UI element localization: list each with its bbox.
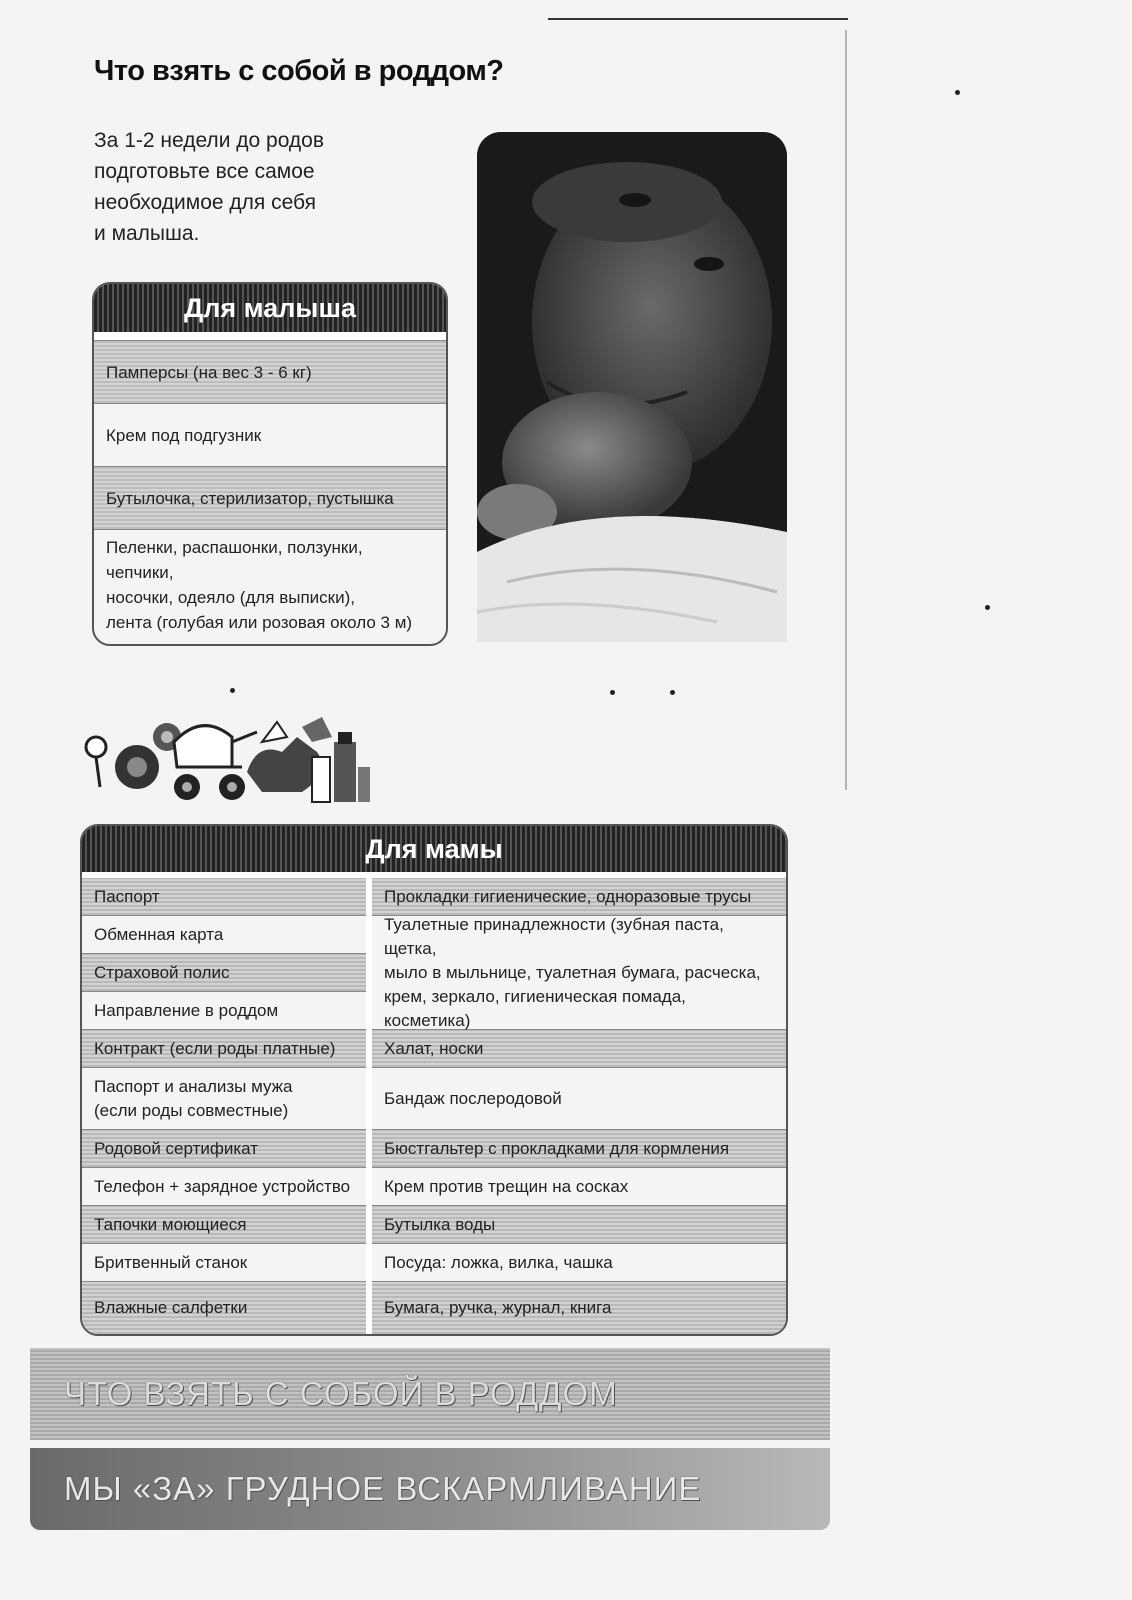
list-item: [372, 1130, 786, 1168]
stroller-icon: [174, 726, 257, 800]
item-text: Посуда: ложка, вилка, чашка: [384, 1252, 613, 1272]
list-item: [82, 1030, 366, 1068]
list-item: [94, 530, 446, 640]
list-item: [82, 1130, 366, 1168]
baby-checklist: [92, 282, 448, 646]
list-item: [372, 1282, 786, 1334]
item-text: Страховой полис: [94, 962, 230, 982]
list-item: [82, 878, 366, 916]
top-rule: [548, 18, 848, 20]
banner-what-to-take: [30, 1348, 830, 1440]
list-item: [82, 1206, 366, 1244]
list-item: [372, 1168, 786, 1206]
list-item: [372, 878, 786, 916]
baby-checklist-heading: Для малыша: [94, 284, 446, 332]
item-text: Направление в роддом: [94, 1000, 279, 1020]
list-item: [82, 1282, 366, 1334]
scan-speck: [985, 605, 990, 610]
item-text: Бутылка воды: [384, 1214, 496, 1234]
list-item: [372, 1206, 786, 1244]
item-text: Туалетные принадлежности (зубная паста, щетка,: [384, 914, 724, 958]
scan-speck: [230, 688, 235, 693]
item-text: Паспорт: [94, 886, 160, 906]
item-text: Памперсы (на вес 3 - 6 кг): [106, 362, 312, 382]
item-text: Крем против трещин на сосках: [384, 1176, 629, 1196]
banner-text: ЧТО ВЗЯТЬ С СОБОЙ В РОДДОМ: [64, 1375, 618, 1412]
item-text: мыло в мыльнице, туалетная бумага, расческа,: [384, 962, 761, 982]
page-fold-line: [845, 30, 847, 790]
scan-speck: [610, 690, 615, 695]
intro-line: подготовьте все самое: [94, 160, 315, 183]
item-text: Крем под подгузник: [106, 425, 262, 445]
item-text: носочки, одеяло (для выписки),: [106, 588, 355, 607]
item-text: Контракт (если роды платные): [94, 1038, 336, 1058]
list-item: [94, 467, 446, 530]
item-text: Тапочки моющиеся: [94, 1214, 247, 1234]
intro-line: За 1-2 недели до родов: [94, 129, 325, 152]
list-item: [94, 341, 446, 404]
banner-text: МЫ «ЗА» ГРУДНОЕ ВСКАРМЛИВАНИЕ: [64, 1470, 702, 1507]
rattle-icon: [86, 737, 106, 787]
list-item: [82, 992, 366, 1030]
item-text: Бутылочка, стерилизатор, пустышка: [106, 488, 394, 508]
item-text: Бритвенный станок: [94, 1252, 248, 1272]
scan-speck: [670, 690, 675, 695]
list-item: [372, 1244, 786, 1282]
list-item: [82, 916, 366, 954]
list-item: [82, 954, 366, 992]
item-text: крем, зеркало, гигиеническая помада, косметика): [384, 986, 686, 1030]
mom-checklist-left-column: [82, 878, 372, 1334]
list-item: [82, 1068, 366, 1130]
item-text: Родовой сертификат: [94, 1138, 259, 1158]
scan-speck: [955, 90, 960, 95]
page-title: Что взять с собой в роддом?: [94, 55, 504, 87]
heading-gap: [94, 332, 446, 341]
item-text: Халат, носки: [384, 1038, 484, 1058]
mother-baby-illustration: [477, 132, 787, 642]
list-item: [82, 1244, 366, 1282]
intro-text: [94, 125, 424, 249]
toy-ball-icon: [115, 723, 181, 789]
item-text: Бумага, ручка, журнал, книга: [384, 1298, 612, 1317]
intro-line: необходимое для себя: [94, 191, 316, 214]
banner-breastfeeding: [30, 1448, 830, 1530]
item-text: Бандаж послеродовой: [384, 1088, 562, 1108]
baby-bottle-icon: [312, 732, 370, 802]
list-item: [372, 1030, 786, 1068]
mom-checklist-heading: Для мамы: [82, 826, 786, 878]
item-text: Бюстгальтер с прокладками для кормления: [384, 1138, 730, 1158]
mother-baby-photo: [477, 132, 787, 642]
intro-line: и малыша.: [94, 222, 200, 245]
list-item: [94, 404, 446, 467]
list-item: [372, 916, 786, 1030]
list-item: [82, 1168, 366, 1206]
item-text: Обменная карта: [94, 924, 224, 944]
mom-checklist-right-column: [372, 878, 786, 1334]
item-text: Телефон + зарядное устройство: [94, 1176, 351, 1196]
item-text: лента (голубая или розовая около 3 м): [106, 613, 413, 632]
item-text: Пеленки, распашонки, ползунки, чепчики,: [106, 538, 363, 582]
item-text: (если роды совместные): [94, 1100, 289, 1120]
mom-checklist: [80, 824, 788, 1336]
item-text: Влажные салфетки: [94, 1298, 248, 1317]
baby-items-decoration: [82, 712, 382, 812]
list-item: [372, 1068, 786, 1130]
item-text: Прокладки гигиенические, одноразовые трусы: [384, 886, 752, 906]
item-text: Паспорт и анализы мужа: [94, 1076, 293, 1096]
